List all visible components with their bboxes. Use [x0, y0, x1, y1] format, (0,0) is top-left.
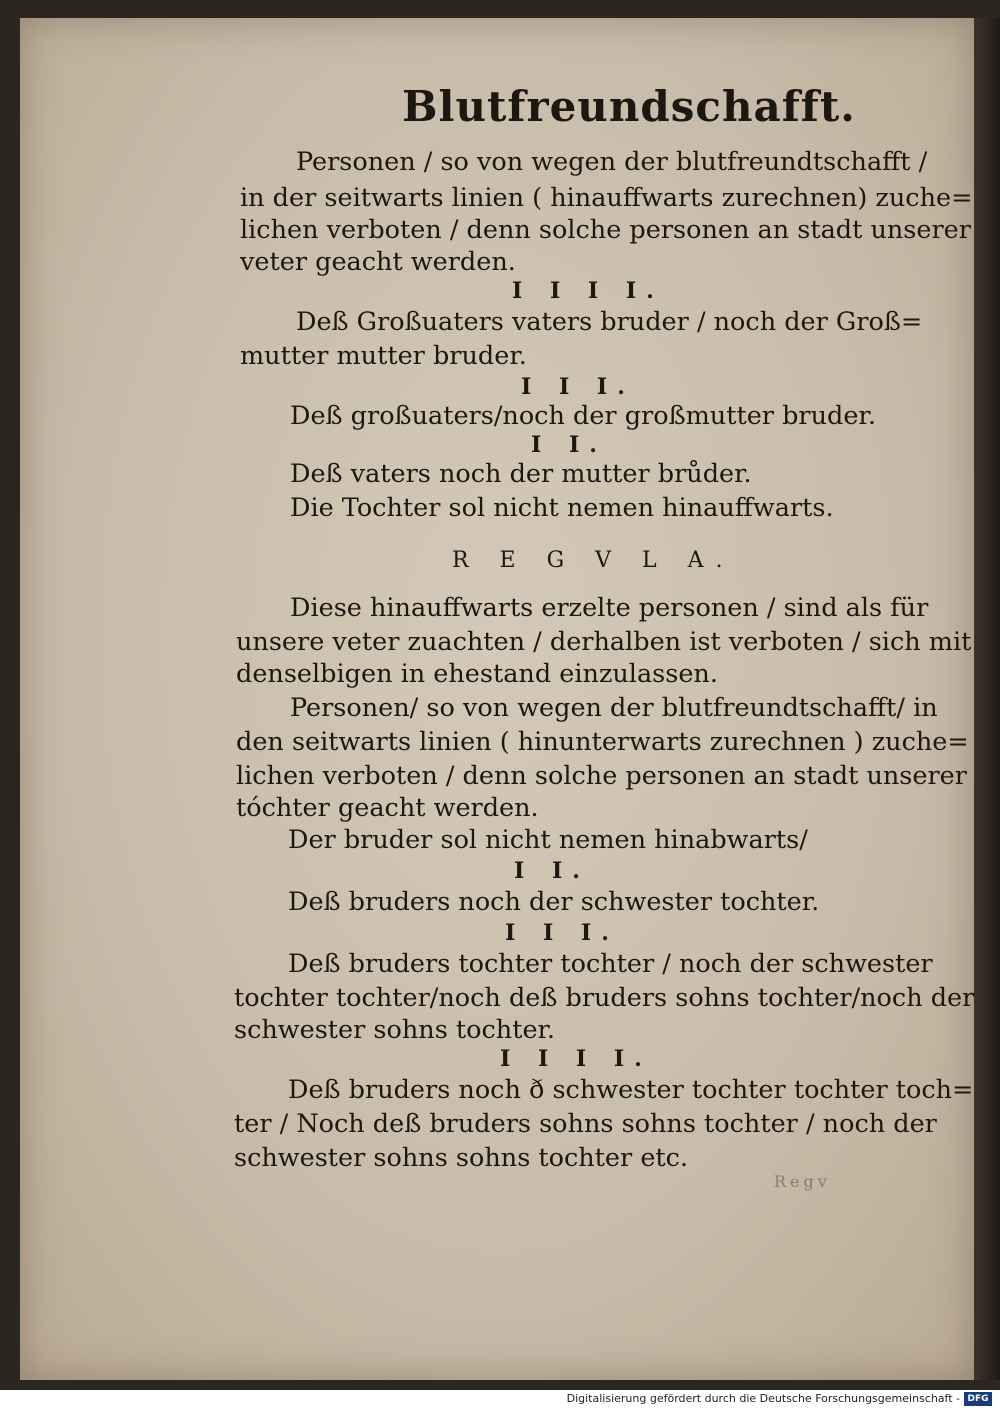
section-number: I I I. — [521, 374, 635, 400]
text-line: ter / Noch deß bruders sohns sohns tochter / noch der — [234, 1109, 937, 1139]
text-line: veter geacht werden. — [240, 247, 516, 277]
section-number: I I. — [514, 858, 590, 884]
section-number: I I I I. — [512, 278, 664, 304]
text-line: Deß Großuaters vaters bruder / noch der Groß= — [296, 307, 923, 337]
footer-credit: Digitalisierung gefördert durch die Deutsche Forschungsgemeinschaft - — [566, 1392, 960, 1405]
text-line: Personen/ so von wegen der blutfreundtschafft/ in — [290, 693, 938, 723]
text-line: denselbigen in ehestand einzulassen. — [236, 659, 718, 689]
text-line: Deß bruders noch ð schwester tochter tochter toch= — [288, 1075, 974, 1105]
text-line: schwester sohns sohns tochter etc. — [234, 1143, 689, 1173]
text-line: Der bruder sol nicht nemen hinabwarts/ — [288, 825, 808, 855]
text-line: Deß vaters noch der mutter brůder. — [290, 459, 752, 489]
text-line: in der seitwarts linien ( hinauffwarts zurechnen) zuche= — [240, 183, 973, 213]
page-edge — [974, 18, 1000, 1380]
text-line: Die Tochter sol nicht nemen hinauffwarts. — [290, 493, 834, 523]
section-heading: R E G V L A. — [452, 548, 735, 573]
page-title: Blutfreundschafft. — [402, 82, 856, 131]
text-line: Deß großuaters/noch der großmutter bruder. — [290, 401, 876, 431]
text-line: den seitwarts linien ( hinunterwarts zurechnen ) zuche= — [236, 727, 969, 757]
section-number: I I I. — [505, 920, 619, 946]
footer-bar — [0, 1390, 1000, 1410]
text-line: tochter tochter/noch deß bruders sohns tochter/noch der — [234, 983, 975, 1013]
text-line: schwester sohns tochter. — [234, 1015, 556, 1045]
text-line: Diese hinauffwarts erzelte personen / sind als für — [290, 593, 929, 623]
section-number: I I I I. — [500, 1046, 652, 1072]
text-line: unsere veter zuachten / derhalben ist verboten / sich mit — [236, 627, 972, 657]
text-line: Deß bruders tochter tochter / noch der schwester — [288, 949, 933, 979]
text-line: Deß bruders noch der schwester tochter. — [288, 887, 820, 917]
catchword: Regv — [774, 1172, 831, 1191]
text-line: tóchter geacht werden. — [236, 793, 539, 823]
text-line: mutter mutter bruder. — [240, 341, 527, 371]
text-line: Personen / so von wegen der blutfreundtschafft / — [296, 147, 928, 177]
section-number: I I. — [531, 432, 607, 458]
dfg-logo[interactable]: DFG — [964, 1392, 992, 1406]
text-line: lichen verboten / denn solche personen an stadt unserer — [240, 215, 971, 245]
text-line: lichen verboten / denn solche personen an stadt unserer — [236, 761, 967, 791]
